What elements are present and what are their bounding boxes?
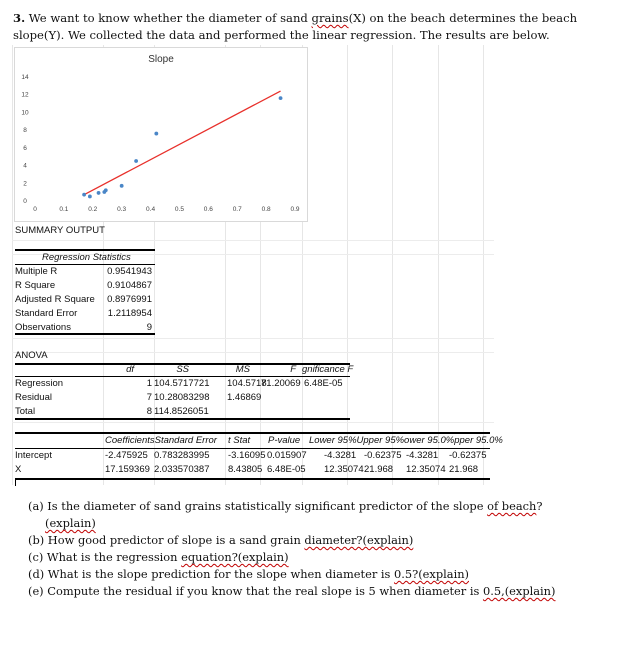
reg-stat-label: R Square (15, 280, 56, 291)
coef-cell: -4.3281 (406, 450, 439, 461)
spell-flag-equation: equation?(explain) (181, 550, 289, 564)
question-e (28, 583, 613, 600)
coef-header-4: Lower 95%Upper 95%ower 95.0%pper 95.0% (309, 435, 503, 446)
coef-row-label: Intercept (15, 450, 52, 461)
sub-questions (28, 498, 613, 600)
reg-stat-value: 9 (146, 322, 152, 333)
question-a-mark: ? (536, 499, 543, 513)
anova-cell: 104.5718 (227, 378, 267, 389)
coef-cell: 6.48E-05 (267, 464, 306, 475)
y-tick-label: 2 (23, 180, 27, 188)
x-tick-label: 0.9 (290, 206, 300, 213)
summary-title: SUMMARY OUTPUT (15, 225, 105, 236)
data-point (134, 159, 138, 163)
anova-cell: 1.46869 (227, 392, 262, 403)
spell-flag-grains: grains (311, 11, 349, 25)
question-b-text: (b) How good predictor of slope is a sand grain (28, 533, 305, 547)
reg-stat-value: 0.8976991 (107, 294, 152, 305)
spell-flag-diameter: diameter?(explain) (304, 533, 414, 547)
anova-cell: 7 (146, 392, 152, 403)
coef-cell: 2.033570387 (154, 464, 210, 475)
spell-flag-d-value: 0.5?(explain) (394, 567, 469, 581)
coef-cell: 21.968 (449, 464, 479, 475)
x-tick-label: 0.1 (59, 206, 69, 213)
reg-stat-label: Standard Error (15, 308, 78, 319)
coef-cell: -0.62375 (364, 450, 402, 461)
anova-header: SS (176, 364, 189, 375)
anova-cell: 114.8526051 (154, 406, 209, 417)
y-tick-label: 10 (21, 109, 29, 117)
anova-title: ANOVA (15, 350, 48, 361)
coef-cell: -2.475925 (105, 450, 148, 461)
anova-cell: 10.28083298 (154, 392, 210, 403)
question-line1-post: (X) on the beach determines the beach (348, 11, 578, 25)
reg-stat-value: 1.2118954 (107, 308, 152, 319)
reg-stat-label: Adjusted R Square (15, 294, 95, 305)
question-a-text: (a) Is the diameter of sand grains statistically significant predictor of the slope (28, 499, 488, 513)
anova-cell: 71.20069 (261, 378, 301, 389)
question-c-text: (c) What is the regression (28, 550, 182, 564)
y-tick-label: 0 (23, 198, 27, 205)
question-c (28, 549, 613, 566)
coef-row-label: X (15, 464, 22, 475)
coef-header-1: CoefficientsStandard Error (105, 435, 217, 446)
coef-cell: -4.3281 (324, 450, 357, 461)
x-tick-label: 0.8 (261, 206, 271, 213)
x-tick-label: 0 (33, 206, 37, 213)
coef-cell: -3.16095 (228, 450, 266, 461)
question-number: 3. (13, 11, 26, 25)
anova-header: F (290, 364, 296, 375)
anova-cell: 6.48E-05 (304, 378, 343, 389)
coef-cell: 12.35074 (324, 464, 364, 475)
question-a-cont (28, 515, 613, 532)
question-b (28, 532, 613, 549)
anova-header: df (126, 364, 134, 375)
x-tick-label: 0.4 (146, 206, 156, 213)
spell-flag-e-value: 0.5,(explain) (482, 584, 556, 598)
scatter-chart-svg (15, 48, 307, 221)
data-point (120, 184, 124, 188)
anova-header: MS (235, 364, 250, 375)
question-d (28, 566, 613, 583)
question-line-2: slope(Y). We collected the data and performed the linear regression. The results are below. (13, 28, 550, 42)
data-point (279, 96, 283, 100)
reg-stat-label: Multiple R (15, 266, 58, 277)
coef-cell: 0.783283995 (154, 450, 210, 461)
anova-cell: 8 (146, 406, 152, 417)
coef-cell: 12.35074 (406, 464, 446, 475)
reg-stat-label: Observations (15, 322, 71, 333)
question-a (28, 498, 613, 515)
reg-stat-value: 0.9104867 (107, 280, 152, 291)
anova-row-label: Total (15, 406, 36, 417)
anova-row-label: Residual (15, 392, 52, 403)
coef-cell: 21.968 (364, 464, 394, 475)
y-tick-label: 6 (23, 144, 27, 152)
coef-header-2: t Stat (228, 435, 251, 446)
question-line-1 (13, 10, 613, 27)
y-tick-label: 12 (21, 91, 29, 99)
coef-cell: -0.62375 (449, 450, 487, 461)
reg-stats-header: Regression Statistics (42, 252, 131, 263)
chart-title: Slope (148, 54, 174, 65)
coef-header-3: P-value (268, 435, 301, 446)
coef-cell: 0.015907 (267, 450, 307, 461)
y-tick-label: 4 (23, 162, 27, 170)
question-text (13, 10, 613, 44)
question-e-text: (e) Compute the residual if you know that the real slope is 5 when diameter is (28, 584, 483, 598)
data-point (82, 193, 86, 197)
anova-header: gnificance F (302, 364, 354, 375)
spreadsheet-image (12, 45, 503, 485)
coef-cell: 17.159369 (105, 464, 150, 475)
data-point (104, 188, 108, 192)
y-tick-label: 8 (23, 127, 27, 135)
x-tick-label: 0.7 (232, 206, 242, 213)
x-tick-label: 0.3 (117, 206, 127, 213)
data-point (154, 132, 158, 136)
y-tick-label: 14 (21, 74, 29, 81)
question-d-text: (d) What is the slope prediction for the slope when diameter is (28, 567, 395, 581)
spell-flag-of-beach: of beach (487, 499, 537, 513)
anova-cell: 1 (146, 378, 152, 389)
coef-cell: 8.43805 (228, 464, 263, 475)
data-point (88, 195, 92, 199)
anova-row-label: Regression (15, 378, 64, 389)
x-tick-label: 0.5 (174, 206, 184, 213)
spell-flag-explain: (explain) (45, 516, 96, 530)
anova-cell: 104.5717721 (154, 378, 210, 389)
scatter-chart (14, 47, 308, 222)
trendline (84, 91, 280, 195)
data-point (97, 191, 101, 195)
question-line1-pre: We want to know whether the diameter of sand (28, 11, 312, 25)
x-tick-label: 0.2 (88, 206, 98, 213)
reg-stat-value: 0.9541943 (107, 266, 152, 277)
x-tick-label: 0.6 (203, 206, 213, 213)
